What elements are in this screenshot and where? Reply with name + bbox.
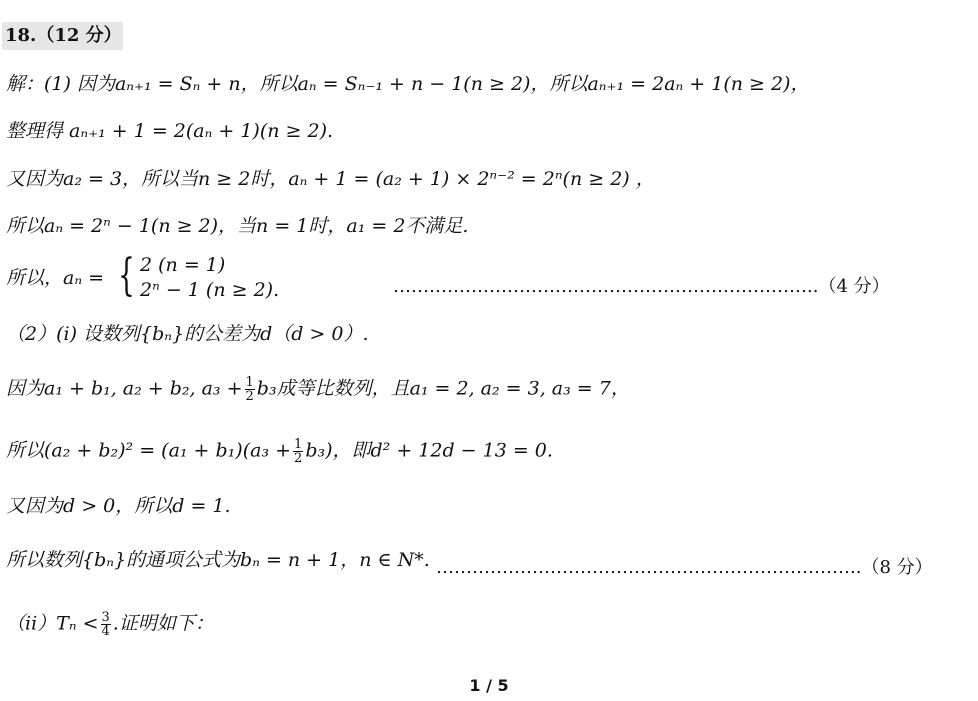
score-8-points: ……………………………………………………………..（8 分） (436, 557, 933, 578)
fraction-numerator: 3 (101, 610, 110, 625)
solution-line-6: （2）(i) 设数列{bₙ}的公差为d（d > 0）. (6, 323, 369, 345)
solution-line-11 (6, 611, 214, 638)
line-8-part-b: b₃)，即d² + 12d − 13 = 0. (305, 439, 553, 462)
score-4-points: ……………………………………………………………..（4 分） (393, 276, 890, 297)
solution-line-9: 又因为d > 0，所以d = 1. (6, 495, 231, 517)
solution-line-2: 整理得 aₙ₊₁ + 1 = 2(aₙ + 1)(n ≥ 2). (6, 120, 334, 142)
line-7-part-a: 因为a₁ + b₁, a₂ + b₂, a₃ + (6, 377, 243, 400)
solution-line-1: 解：(1) 因为aₙ₊₁ = Sₙ + n，所以aₙ = Sₙ₋₁ + n − 1(n ≥ 2)，所以aₙ₊₁ = 2aₙ + 1(n ≥ 2)， (6, 73, 810, 95)
fraction-denominator: 2 (245, 389, 254, 404)
fraction-one-half (293, 438, 303, 465)
solution-line-3: 又因为a₂ = 3，所以当n ≥ 2时，aₙ + 1 = (a₂ + 1) × 2ⁿ⁻² = 2ⁿ(n ≥ 2) ， (6, 168, 655, 190)
line-7-part-b: b₃成等比数列，且a₁ = 2, a₂ = 3, a₃ = 7， (256, 377, 630, 400)
fraction-numerator: 1 (245, 375, 254, 390)
line-11-part-a: （ii）Tₙ < (6, 612, 99, 635)
solution-line-10: 所以数列{bₙ}的通项公式为bₙ = n + 1，n ∈ N*. (6, 549, 430, 571)
fraction-denominator: 4 (101, 624, 110, 639)
fraction-denominator: 2 (294, 451, 303, 466)
page-number: 1 / 5 (469, 676, 509, 695)
piecewise-case-1: 2 (n = 1) (140, 254, 226, 276)
left-brace-icon: { (118, 250, 135, 301)
solution-line-7 (6, 376, 630, 403)
fraction-numerator: 1 (294, 437, 303, 452)
question-number-label: 18.（12 分） (2, 22, 123, 50)
piecewise-prefix: 所以，aₙ = (6, 267, 104, 289)
solution-line-4: 所以aₙ = 2ⁿ − 1(n ≥ 2)，当n = 1时，a₁ = 2不满足. (6, 215, 469, 237)
line-11-part-b: .证明如下： (112, 612, 214, 635)
piecewise-case-2: 2ⁿ − 1 (n ≥ 2). (140, 279, 280, 301)
line-8-part-a: 所以(a₂ + b₂)² = (a₁ + b₁)(a₃ + (6, 439, 292, 462)
solution-line-8 (6, 438, 553, 465)
fraction-three-quarters (101, 611, 111, 638)
fraction-one-half (245, 376, 255, 403)
